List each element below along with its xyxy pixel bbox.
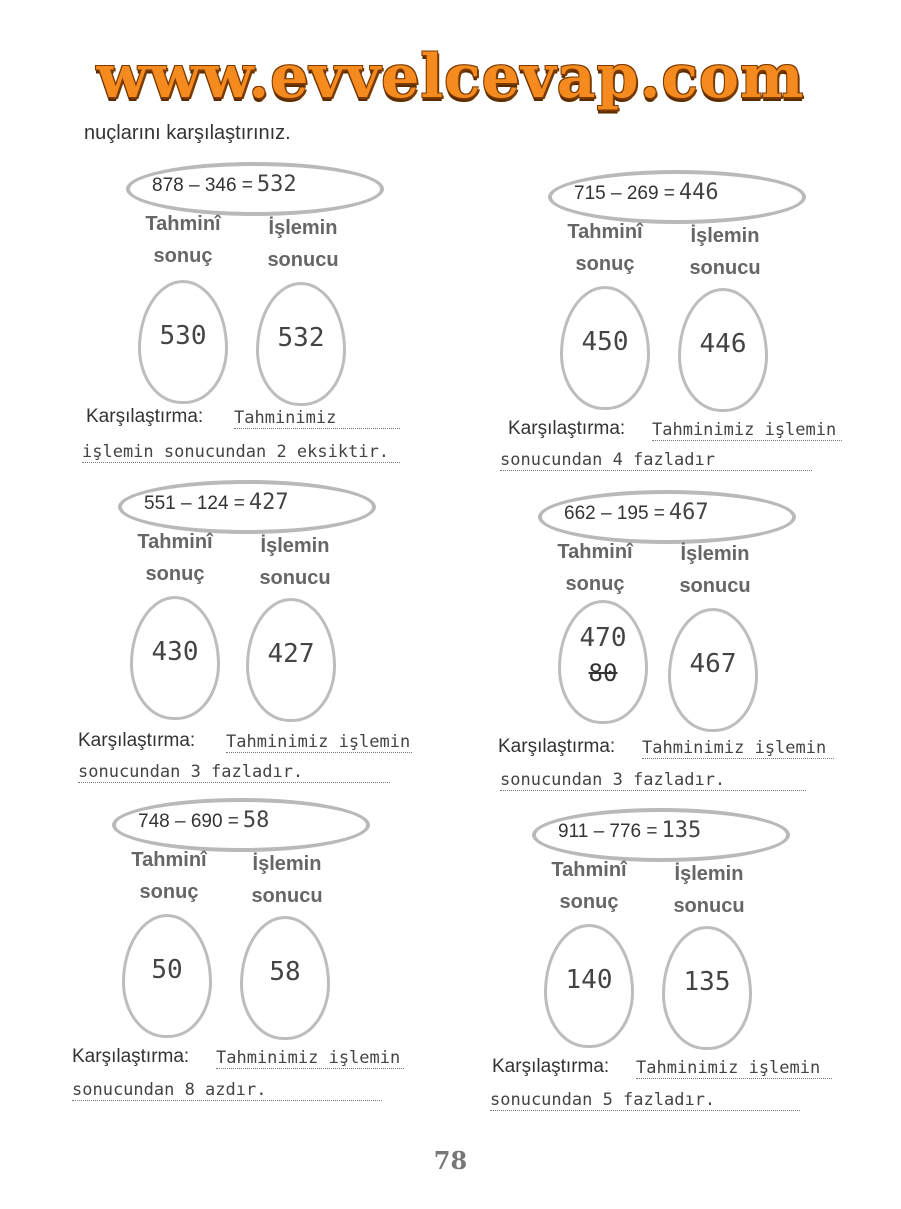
equation: 715 – 269 = 446 (574, 180, 719, 205)
estimate-egg (122, 914, 212, 1038)
estimate-header: Tahminî sonuç (551, 859, 627, 913)
equation-answer: 58 (242, 808, 270, 833)
estimate-egg (544, 924, 634, 1048)
comparison-label: Karşılaştırma: (86, 406, 204, 427)
equation-answer: 135 (661, 818, 702, 843)
equation: 551 – 124 = 427 (144, 490, 289, 515)
result-header: İşlemin sonucu (679, 543, 751, 597)
result-header: İşlemin sonucu (689, 225, 761, 279)
problem-panel-3 (78, 480, 498, 800)
result-value: 427 (267, 639, 315, 669)
comparison-line-1: Tahminimiz işlemin (226, 732, 411, 752)
comparison-line-1: Tahminimiz (234, 408, 400, 429)
equation-answer: 467 (668, 500, 709, 525)
result-egg (668, 608, 758, 732)
estimate-egg (560, 286, 650, 410)
equation-answer: 532 (256, 172, 297, 197)
watermark-logo: www.evvelcevap.com (96, 42, 805, 112)
estimate-header: Tahminî sonuç (137, 531, 213, 585)
estimate-value: 50 (151, 955, 183, 985)
equation: 748 – 690 = 58 (138, 808, 270, 833)
result-value: 467 (689, 649, 737, 679)
equation: 878 – 346 = 532 (152, 172, 297, 197)
result-header: İşlemin sonucu (267, 217, 339, 271)
result-egg (678, 288, 768, 412)
estimate-egg (130, 596, 220, 720)
problem-panel-4 (498, 490, 901, 810)
problem-panel-5 (72, 798, 492, 1118)
result-header: İşlemin sonucu (259, 535, 331, 589)
problem-panel-1 (82, 162, 506, 482)
result-value: 58 (269, 957, 301, 987)
equation-answer: 427 (248, 490, 289, 515)
comparison-line-2: sonucundan 8 azdır. (72, 1080, 382, 1101)
estimate-value: 140 (565, 965, 613, 995)
result-egg (662, 926, 752, 1050)
equation: 911 – 776 = 135 (558, 818, 702, 843)
result-egg (240, 916, 330, 1040)
comparison-line-1: Tahminimiz işlemin (636, 1058, 832, 1079)
estimate-header: Tahminî sonuç (131, 849, 207, 903)
estimate-value: 530 (159, 321, 207, 351)
estimate-header: Tahminî sonuç (567, 221, 643, 275)
estimate-header: Tahminî sonuç (557, 541, 633, 595)
result-value: 532 (277, 323, 325, 353)
equation-answer: 446 (678, 180, 719, 205)
problem-panel-2 (500, 170, 901, 490)
comparison-line-2: sonucundan 3 fazladır. (78, 762, 390, 783)
estimate-value: 450 (581, 327, 629, 357)
comparison-line-1: Tahminimiz işlemin (216, 1048, 404, 1069)
struck-out-estimate: 80 (588, 659, 618, 687)
estimate-egg (558, 600, 648, 724)
comparison-label: Karşılaştırma: (498, 736, 616, 757)
intro-text: nuçlarını karşılaştırınız. (84, 122, 291, 144)
estimate-header: Tahminî sonuç (145, 213, 221, 267)
result-value: 135 (683, 967, 731, 997)
result-egg (246, 598, 336, 722)
equation: 662 – 195 = 467 (564, 500, 709, 525)
result-header: İşlemin sonucu (673, 863, 745, 917)
comparison-line-2: sonucundan 3 fazladır. (500, 770, 806, 791)
comparison-label: Karşılaştırma: (508, 418, 626, 439)
result-value: 446 (699, 329, 747, 359)
estimate-value: 470 (579, 623, 627, 653)
problem-panel-6 (490, 808, 901, 1128)
comparison-label: Karşılaştırma: (78, 730, 196, 751)
estimate-value: 430 (151, 637, 199, 667)
comparison-label: Karşılaştırma: (492, 1056, 610, 1077)
comparison-line-1: Tahminimiz işlemin (642, 738, 834, 759)
comparison-line-2: sonucundan 5 fazladır. (490, 1090, 800, 1111)
result-egg (256, 282, 346, 406)
result-header: İşlemin sonucu (251, 853, 323, 907)
estimate-egg (138, 280, 228, 404)
comparison-line-2: sonucundan 4 fazladır (500, 450, 812, 471)
comparison-line-2: işlemin sonucundan 2 eksiktir. (82, 442, 400, 463)
comparison-label: Karşılaştırma: (72, 1046, 190, 1067)
page-number: 78 (433, 1146, 468, 1175)
comparison-line-1: Tahminimiz işlemin (652, 420, 842, 441)
